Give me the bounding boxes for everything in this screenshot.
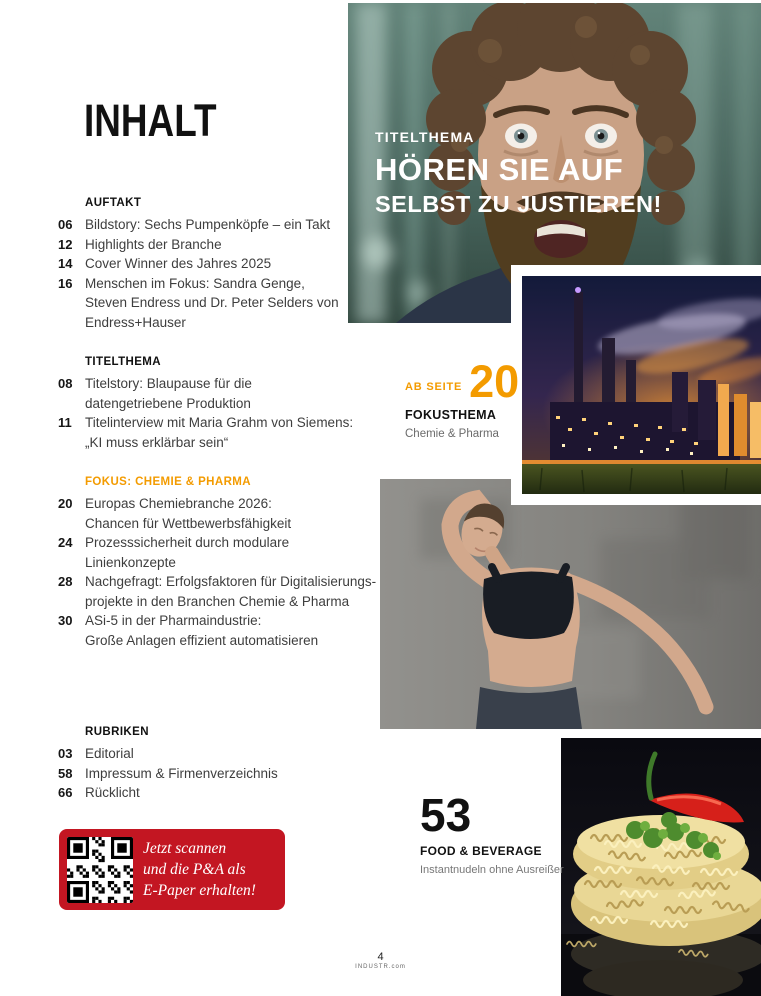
toc-item-page-number: 14 xyxy=(58,256,73,271)
focus-photo-frame xyxy=(511,265,761,505)
toc-item-page-number: 30 xyxy=(58,613,73,628)
food-page-number: 53 xyxy=(420,789,472,841)
toc-item[interactable] xyxy=(58,215,378,235)
toc-item-page-number: 24 xyxy=(58,535,73,550)
cover-headline-block xyxy=(375,129,662,218)
toc-item[interactable] xyxy=(58,744,378,764)
toc-item-title: Europas Chemiebranche 2026: Chancen für Wettbewerbsfähigkeit xyxy=(85,496,292,531)
toc-item-title: Impressum & Firmenverzeichnis xyxy=(85,765,278,781)
focus-label: FOKUSTHEMA xyxy=(405,408,497,422)
epaper-promo-box[interactable] xyxy=(59,829,285,910)
toc-item-title: Titelstory: Blaupause für die datengetriebene Produktion xyxy=(85,376,252,411)
focus-photo-plant xyxy=(522,276,761,494)
toc-item[interactable] xyxy=(58,374,378,413)
photo-woman-stretching xyxy=(380,479,761,729)
footer-brand: INDUSTR.com xyxy=(355,964,406,970)
toc-section-header: RUBRIKEN xyxy=(85,726,149,738)
toc-item-title: Titelinterview mit Maria Grahm von Siemens: „KI muss erklärbar sein“ xyxy=(85,415,354,450)
toc-item-page-number: 16 xyxy=(58,275,73,291)
toc-section-header: FOKUS: CHEMIE & PHARMA xyxy=(85,476,251,488)
toc-item-page-number: 58 xyxy=(58,765,73,781)
toc-item[interactable] xyxy=(58,235,378,255)
toc-item[interactable] xyxy=(58,764,378,784)
focus-prefix: AB SEITE xyxy=(405,381,463,393)
food-feature-block xyxy=(420,789,564,876)
toc-item-title: Menschen im Fokus: Sandra Genge, Steven Endress und Dr. Peter Selders von Endress+Hauser xyxy=(85,275,339,330)
toc-item[interactable] xyxy=(58,254,378,274)
toc-section-header: AUFTAKT xyxy=(85,197,142,209)
focus-topic: Chemie & Pharma xyxy=(405,428,499,440)
toc-item[interactable] xyxy=(58,494,378,533)
toc-item[interactable] xyxy=(58,783,378,803)
toc-item-page-number: 06 xyxy=(58,217,73,232)
toc-item[interactable] xyxy=(58,533,378,572)
qr-code-icon[interactable] xyxy=(67,837,133,903)
toc-item-title: Prozesssicherheit durch modulare Linienkonzepte xyxy=(85,535,290,570)
toc-item-page-number: 12 xyxy=(58,236,73,252)
toc-section xyxy=(58,356,378,452)
toc-item[interactable] xyxy=(58,611,378,650)
toc-item-title: Nachgefragt: Erfolgsfaktoren für Digitalisierungs- projekte in den Branchen Chemie & Pharma xyxy=(85,574,377,609)
footer-page-number: 4 xyxy=(377,951,384,963)
toc-item[interactable] xyxy=(58,572,378,611)
toc-item-title: Editorial xyxy=(85,746,134,761)
food-label: FOOD & BEVERAGE xyxy=(420,844,542,858)
cover-kicker: TITELTHEMA xyxy=(375,129,475,145)
toc-item[interactable] xyxy=(58,274,378,333)
toc-item-title: Rücklicht xyxy=(85,785,140,800)
focus-page-number: 20 xyxy=(469,356,520,407)
cover-headline-line2: SELBST ZU JUSTIEREN! xyxy=(375,191,662,217)
focus-feature-block xyxy=(405,356,520,440)
toc xyxy=(58,197,378,803)
toc-item-title: ASi-5 in der Pharmaindustrie: Große Anlagen effizient automatisieren xyxy=(85,613,319,648)
toc-item-page-number: 66 xyxy=(58,785,73,800)
food-topic: Instantnudeln ohne Ausreißer xyxy=(420,864,564,876)
toc-section-header: TITELTHEMA xyxy=(85,356,161,368)
page-title: INHALT xyxy=(84,95,217,146)
photo-instant-noodles xyxy=(561,738,761,996)
toc-section xyxy=(58,476,378,650)
toc-item[interactable] xyxy=(58,413,378,452)
toc-section xyxy=(58,197,378,332)
toc-item-page-number: 28 xyxy=(58,574,73,589)
cover-headline-line1: HÖREN SIE AUF xyxy=(375,152,624,187)
toc-item-title: Highlights der Branche xyxy=(85,236,222,252)
toc-item-page-number: 11 xyxy=(58,415,72,430)
toc-section xyxy=(58,726,378,803)
toc-item-page-number: 03 xyxy=(58,746,73,761)
promo-text: Jetzt scannen und die P&A als E-Paper erhalten! xyxy=(143,840,256,899)
toc-item-page-number: 20 xyxy=(58,496,73,511)
toc-item-title: Bildstory: Sechs Pumpenköpfe – ein Takt xyxy=(85,217,331,232)
toc-item-title: Cover Winner des Jahres 2025 xyxy=(85,256,272,271)
toc-item-page-number: 08 xyxy=(58,376,73,391)
